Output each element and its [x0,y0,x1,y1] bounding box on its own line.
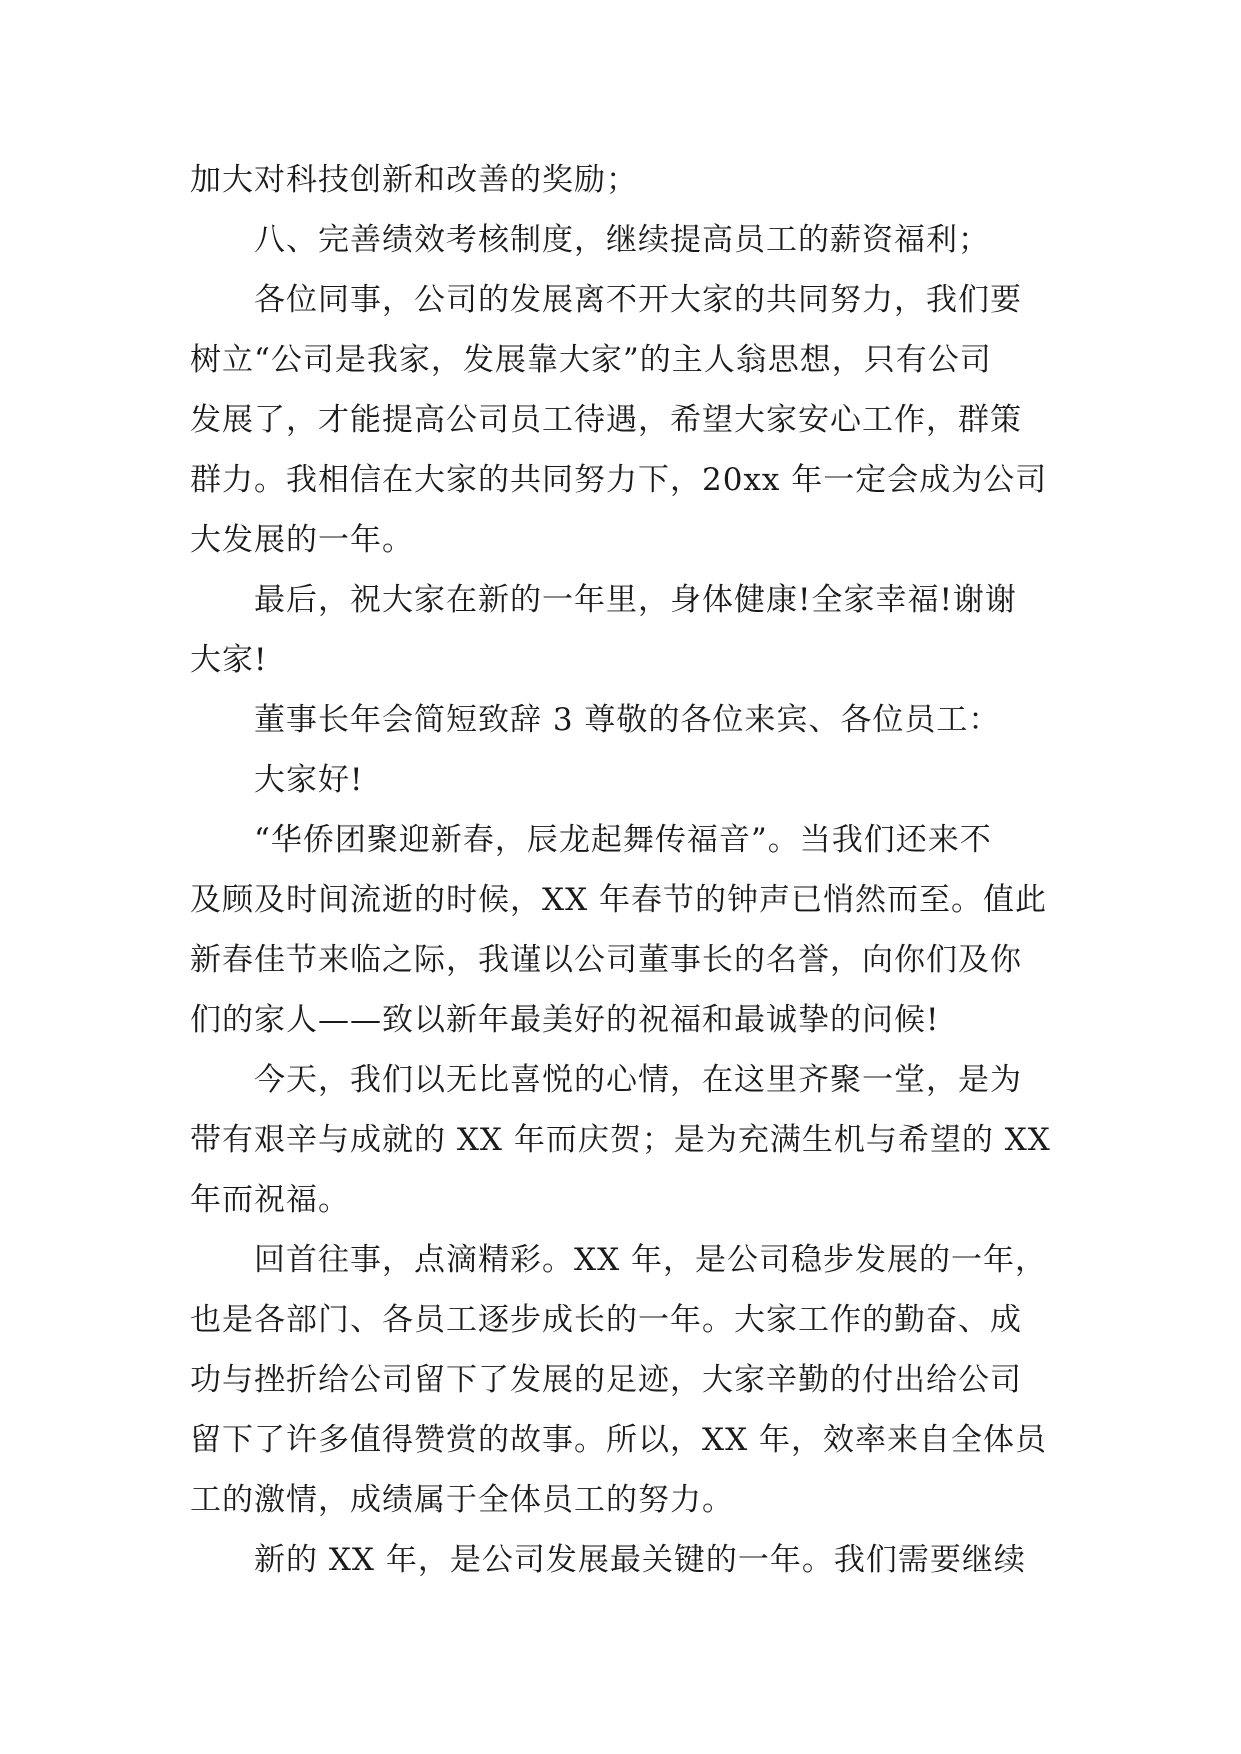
text-line: 功与挫折给公司留下了发展的足迹，大家辛勤的付出给公司 [190,1362,1022,1398]
text-line: 今天，我们以无比喜悦的心情，在这里齐聚一堂，是为 [254,1062,1022,1098]
text-line: 大家好! [254,762,364,798]
text-line: 八、完善绩效考核制度，继续提高员工的薪资福利； [254,222,990,258]
document-body [190,150,1050,1590]
text-line: 们的家人——致以新年最美好的祝福和最诚挚的问候! [190,1002,940,1038]
text-line: 留下了许多值得赞赏的故事。所以，XX 年，效率来自全体员 [190,1422,1047,1458]
text-line: 发展了，才能提高公司员工待遇，希望大家安心工作，群策 [190,402,1022,438]
text-line: 最后，祝大家在新的一年里，身体健康!全家幸福!谢谢 [254,582,1017,618]
text-line: 各位同事，公司的发展离不开大家的共同努力，我们要 [254,282,1022,318]
text-line: 回首往事，点滴精彩。XX 年，是公司稳步发展的一年， [254,1242,1047,1278]
text-line: 工的激情，成绩属于全体员工的努力。 [190,1482,734,1518]
text-line: 带有艰辛与成就的 XX 年而庆贺；是为充满生机与希望的 XX [190,1122,1051,1158]
text-line: 群力。我相信在大家的共同努力下，20xx 年一定会成为公司 [190,462,1048,498]
text-line: 新春佳节来临之际，我谨以公司董事长的名誉，向你们及你 [190,942,1022,978]
text-line: 大发展的一年。 [190,522,414,558]
text-line: 树立“公司是我家，发展靠大家”的主人翁思想，只有公司 [190,342,992,378]
text-line: 大家! [190,642,268,678]
text-line: “华侨团聚迎新春，辰龙起舞传福音”。当我们还来不 [254,822,992,858]
section-heading-line: 董事长年会简短致辞 3 尊敬的各位来宾、各位员工： [254,702,1001,738]
text-line: 新的 XX 年，是公司发展最关键的一年。我们需要继续 [254,1542,1026,1578]
text-line: 加大对科技创新和改善的奖励； [190,162,638,198]
text-line: 年而祝福。 [190,1182,350,1218]
text-line: 及顾及时间流逝的时候，XX 年春节的钟声已悄然而至。值此 [190,882,1047,918]
text-line: 也是各部门、各员工逐步成长的一年。大家工作的勤奋、成 [190,1302,1022,1338]
